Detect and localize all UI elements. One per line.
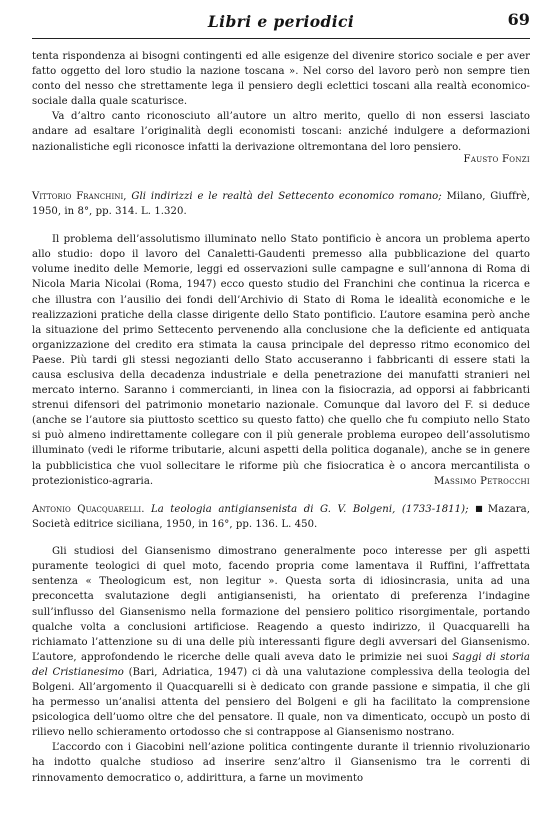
running-header	[32, 10, 530, 39]
reviewer-signature: Fausto Fonzi	[463, 153, 530, 165]
previous-review-paragraph: Va d’altro canto riconosciuto all’autore un altro merito, quello di non essersi lasciato andare ad esaltare l’originalità degli economisti toscani: anziché indulgere a deformazioni nazionalistiche egli riconosce infatti la derivazione oltremontana del loro pensiero.	[32, 111, 530, 153]
review-body: L’accordo con i Giacobini nell’azione politica contingente durante il triennio rivoluzionario ha indotto qualche studioso ad inserire senz’altro il Giansenismo tra le correnti di rinnovamento democratico o, addirittura, a farne un movimento	[32, 742, 530, 784]
reviewer-signature: Massimo Petrocchi	[434, 475, 530, 487]
review-body	[32, 232, 530, 489]
book-title: La teologia antigiansenista di G. V. Bolgeni, (1733-1811);	[150, 503, 469, 515]
review-body	[32, 544, 530, 740]
book-title: Gli indirizzi e le realtà del Settecento economico romano;	[131, 190, 442, 202]
square-bullet-icon: ■	[475, 503, 486, 513]
book-author: Antonio Quacquarelli.	[32, 503, 145, 515]
running-title: Libri e periodici	[207, 12, 355, 31]
book-author: Vittorio Franchini,	[32, 190, 127, 202]
book-publication: Mazara, Società editrice siciliana, 1950, in 16°, pp. 136. L. 450.	[32, 503, 531, 530]
review-text: Gli studiosi del Giansenismo dimostrano generalmente poco interesse per gli aspetti puramente teologici di quel moto, facendo propria come lamentava il Ruffini, l’affrettata sentenza « Theologicum est, non legitur ». Questa sorta di idiosincrasia, unita ad una preconcetta svalutazione degli antigiansenisti, ha orientato di preferenza l’indagine sull’influsso del Giansenismo nella formazione del pensiero politico risorgimentale, portando qualche volta a conclusioni artificiose. Reagendo a questo indirizzo, il Quacquarelli ha richiamato l’attenzione su di una delle più interessanti figure degli avversari del Giansenismo. L’autore, approfondendo le ricerche delle quali aveva dato le primizie nei suoi	[32, 546, 530, 663]
book-citation	[32, 501, 530, 532]
page-number: 69	[507, 10, 530, 29]
page-body	[32, 49, 530, 786]
review-text: Il problema dell’assolutismo illuminato nello Stato pontificio è ancora un problema aperto allo studio: dopo il lavoro del Canaletti-Gaudenti premesso alla pubblicazione del quarto volume inedito delle Memorie, leggi ed osservazioni sulle campagne e sull’annona di Roma di Nicola Maria Nicolai (Roma, 1947) ecco questo studio del Franchini che continua la ricerca e che illustra con l’ausilio dei fondi dell’Archivio di Stato di Roma le idealità economiche e le realizzazioni pratiche della classe dirigente dello Stato pontificio. L’autore esamina però anche la situazione del primo Settecento pervenendo alla conclusione che la deficiente ed antiquata organizzazione del credito era stimata la causa principale del depresso ritmo economico del Paese. Più tardi gli stessi negozianti dello Stato accuseranno i fabbricanti di essere stati la causa esclusiva della decadenza industriale e della penetrazione dei manufatti stranieri nel mercato interno. Saranno i commercianti, in linea con la fisiocrazia, ad opporsi ai fabbricanti strenui difensori del patrimonio monetario nazionale. Comunque dal lavoro del F. si deduce (anche se l’autore sia piuttosto scettico su questo fatto) che quello che fu compiuto nello Stato si può almeno indirettamente collegare con il più generale problema europeo dell’assolutismo illuminato (vedi le riforme tributarie, alcuni aspetti della politica doganale), anche se in genere la pubblicistica che vuol sollecitare le riforme più che fisiocratica è o ancora mercantilista o protezionistico-agraria.	[32, 234, 530, 487]
review-text: (Bari, Adriatica, 1947) ci dà una valutazione complessiva della teologia del Bolgeni. All’argomento il Quacquarelli si è dedicato con grande passione e simpatia, il che gli ha permesso un’analisi attenta del pensiero del Bolgeni e gli ha facilitato la comprensione psicologica dell’uomo oltre che del pensatore. Il quale, non va dimenticato, occupò un posto di rilievo nello schieramento ortodosso che si contrappose al Giansenismo nostrano.	[32, 666, 530, 739]
book-publication: Milano, Giuffrè, 1950, in 8°, pp. 314. L. 1.320.	[32, 190, 530, 217]
previous-review-paragraph: tenta rispondenza ai bisogni contingenti ed alle esigenze del divenire storico sociale e per aver fatto oggetto del loro studio la nazione toscana ». Nel corso del lavoro però non sempre tien conto del nesso che strettamente lega il pensiero degli eclettici toscani alla realtà economico-sociale dalla quale scaturisce.	[32, 51, 530, 108]
cited-work-title: Saggi di storia del Cristianesimo	[32, 651, 530, 678]
book-citation	[32, 189, 530, 219]
